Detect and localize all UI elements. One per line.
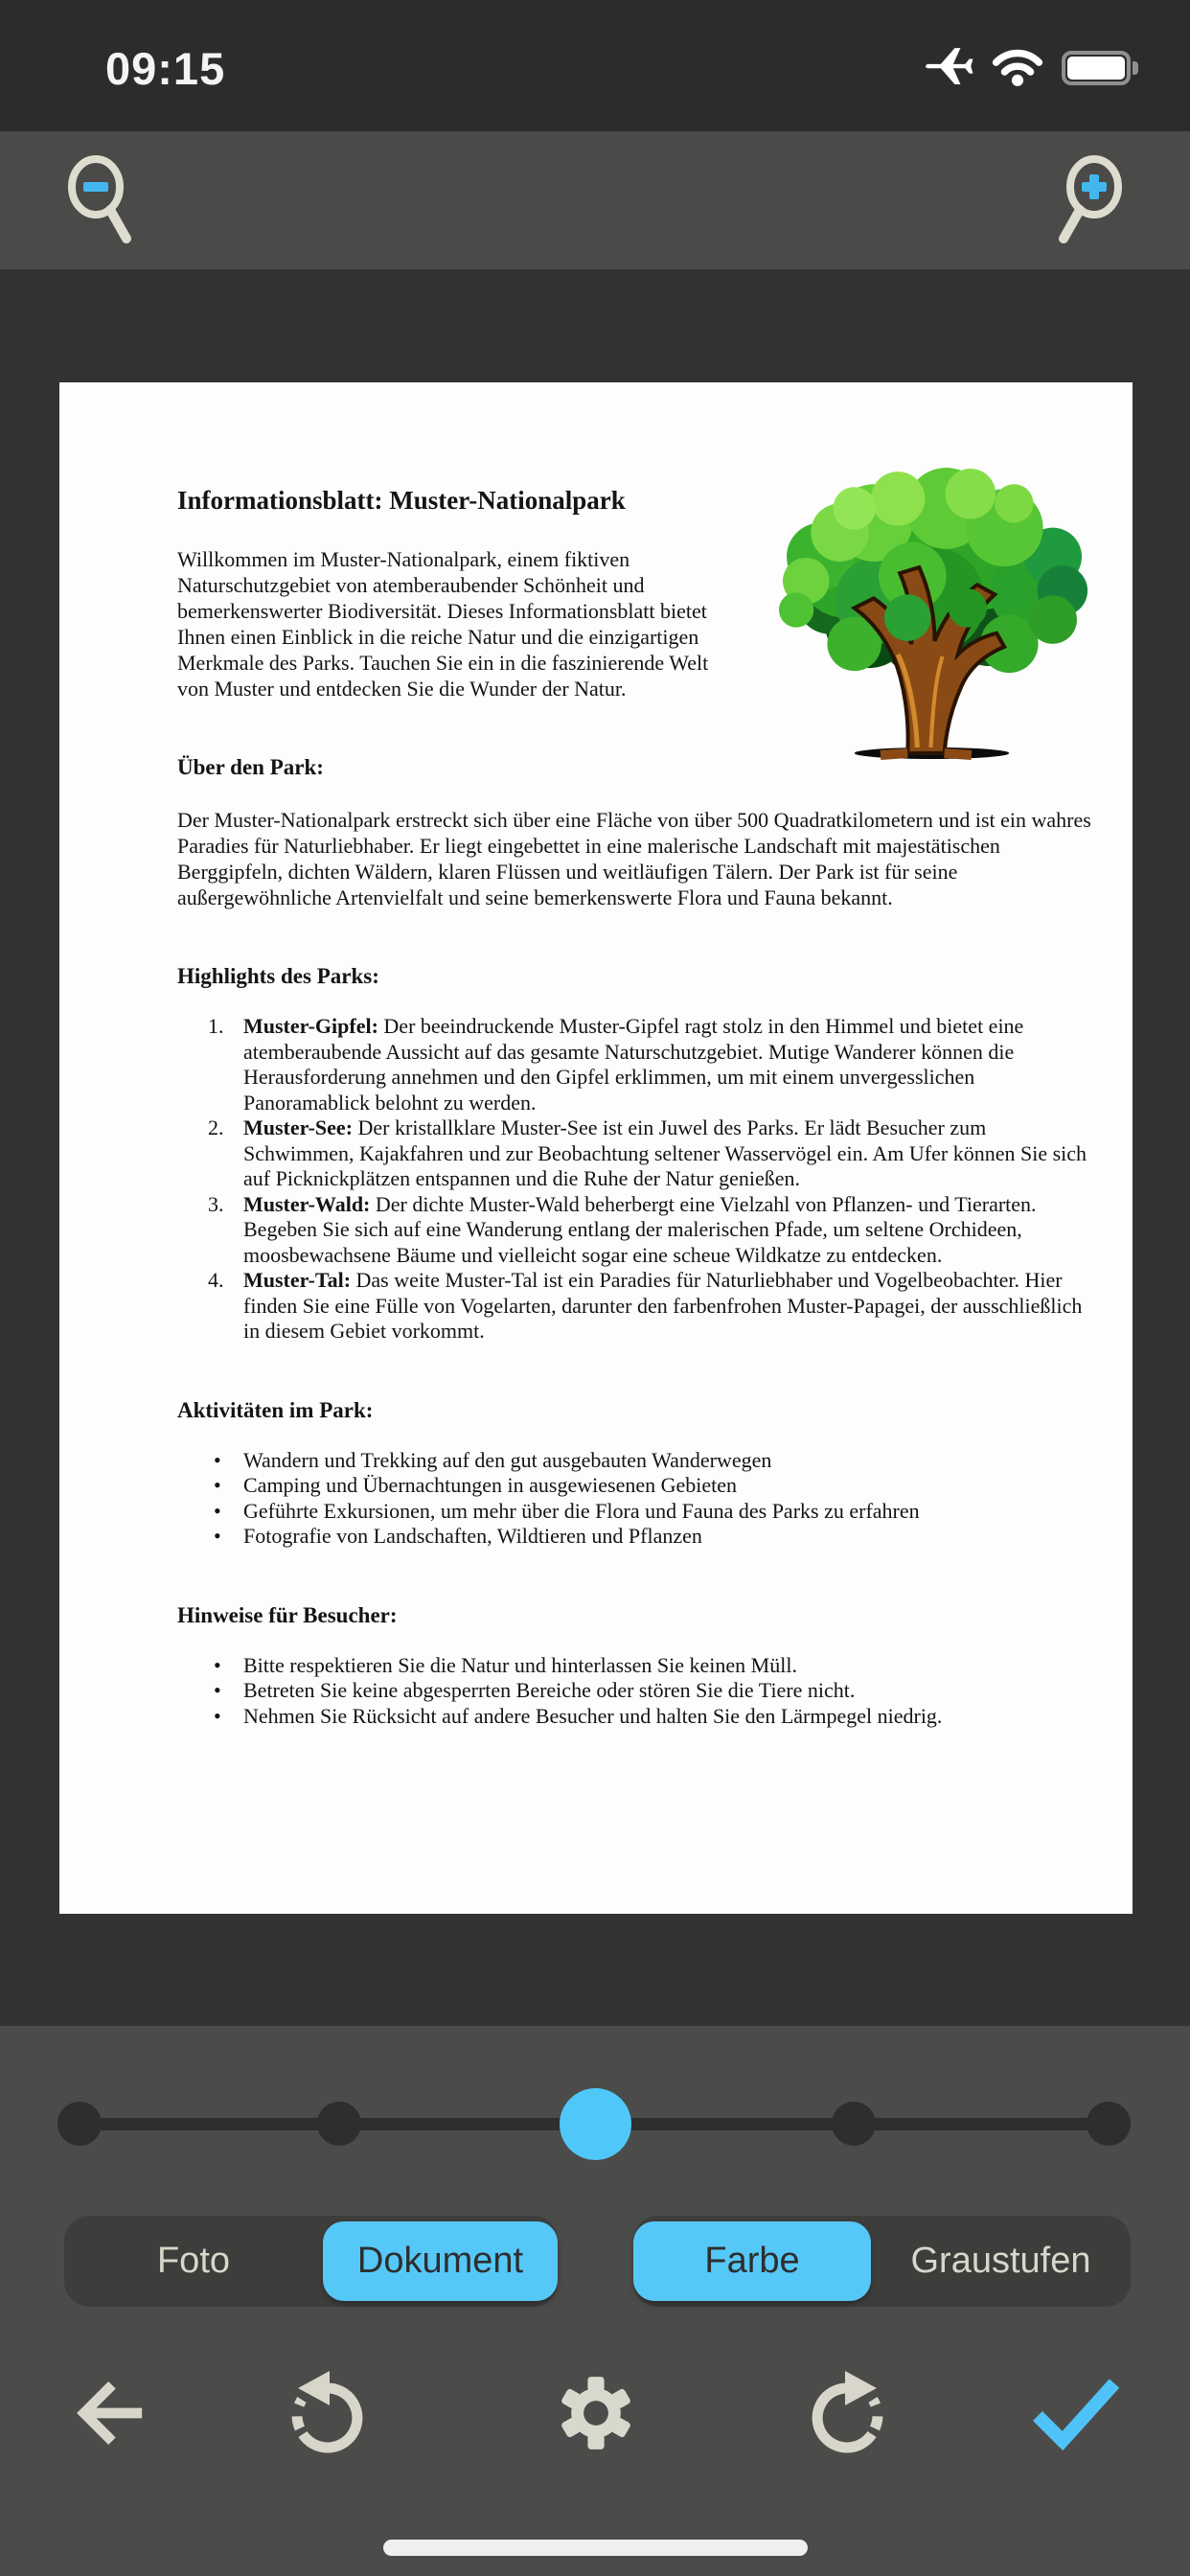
- bullet-marker: •: [214, 1473, 221, 1497]
- bullet-marker: •: [214, 1652, 221, 1677]
- section-heading-highlights: Highlights des Parks:: [177, 964, 379, 988]
- section-body-about: Der Muster-Nationalpark erstreckt sich über eine Fläche von über 500 Quadratkilometern und ist ein wahres Paradies für Naturliebhaber. Er liegt eingebettet in eine malerische Landschaft mit majestätischen Berggipfeln, dichten Wäldern, klaren Flüssen und weitläufigen Tälern. Der Park ist für seine außergewöhnliche Artenvielfalt und seine bemerkenswerte Flora und Fauna bekannt.: [177, 808, 1091, 909]
- rotate-left-button[interactable]: [264, 2352, 389, 2476]
- confirm-check-icon: [1030, 2372, 1122, 2457]
- bullet-marker: •: [214, 1498, 221, 1523]
- segment-option-farbe[interactable]: Farbe: [633, 2221, 871, 2301]
- slider-dot-3-selected[interactable]: [560, 2088, 631, 2160]
- list-item: • Betreten Sie keine abgesperrten Bereiche oder stören Sie die Tiere nicht.: [214, 1678, 856, 1702]
- back-arrow-icon: [73, 2376, 148, 2453]
- list-marker: 1.: [208, 1014, 224, 1038]
- status-icons: [924, 44, 1131, 91]
- list-item: • Geführte Exkursionen, um mehr über die Flora und Fauna des Parks zu erfahren: [214, 1498, 920, 1523]
- list-item: • Nehmen Sie Rücksicht auf andere Besucher und halten Sie den Lärmpegel niedrig.: [214, 1703, 943, 1728]
- segment-option-foto[interactable]: Foto: [156, 2241, 231, 2281]
- confirm-button[interactable]: [1014, 2352, 1138, 2476]
- zoom-in-button[interactable]: [1039, 152, 1134, 252]
- list-item: 2. Muster-See: Der kristallklare Muster-See ist ein Juwel des Parks. Er lädt Besucher zum Schwimmen, Kajakfahren und zur Beobachtung seltener Wasservögel ein. Am Ufer können Sie sich auf Picknickplätzen entspannen und die Ruhe der Natur genießen.: [208, 1116, 1087, 1190]
- segment-option-dokument[interactable]: Dokument: [323, 2221, 558, 2301]
- clock: 09:15: [105, 43, 226, 94]
- segment-row: [0, 2216, 1190, 2307]
- rotate-right-button[interactable]: [786, 2352, 910, 2476]
- section-heading-activities: Aktivitäten im Park:: [177, 1397, 374, 1422]
- status-bar: [0, 0, 1190, 131]
- zoom-toolbar: [0, 131, 1190, 269]
- slider-dot-5[interactable]: [1087, 2102, 1131, 2146]
- list-marker: 3.: [208, 1191, 224, 1216]
- zoom-in-magnifier-icon: [1039, 241, 1134, 255]
- section-heading-notes: Hinweise für Besucher:: [177, 1602, 398, 1627]
- wifi-icon: [991, 44, 1044, 91]
- slider-dot-1[interactable]: [57, 2102, 102, 2146]
- list-marker: 4.: [208, 1268, 224, 1292]
- settings-gear-icon: [555, 2372, 637, 2457]
- settings-button[interactable]: [534, 2352, 658, 2476]
- segment-option-graustufen[interactable]: Graustufen: [910, 2241, 1091, 2281]
- slider-dot-4[interactable]: [832, 2102, 876, 2146]
- color-segmented-control: [633, 2216, 1131, 2307]
- slider-dot-2[interactable]: [317, 2102, 361, 2146]
- tree-clipart-image: [762, 465, 1102, 760]
- bottom-panel: [0, 2026, 1190, 2576]
- home-indicator[interactable]: [383, 2540, 808, 2556]
- list-item: 3. Muster-Wald: Der dichte Muster-Wald beherbergt eine Vielzahl von Pflanzen- und Tierarten. Begeben Sie sich auf eine Wanderung entlang der malerischen Pfade, um seltene Orchideen, moosbewachsene Bäume und vielleicht sogar eine scheue Wildkatze zu entdecken.: [208, 1191, 1037, 1267]
- bullet-marker: •: [214, 1524, 221, 1548]
- bullet-marker: •: [214, 1447, 221, 1472]
- list-item: • Bitte respektieren Sie die Natur und hinterlassen Sie keinen Müll.: [214, 1652, 797, 1677]
- list-item: • Camping und Übernachtungen in ausgewiesenen Gebieten: [214, 1473, 738, 1497]
- mode-segmented-control: [64, 2216, 558, 2307]
- document-title: Informationsblatt: Muster-Nationalpark: [177, 486, 626, 515]
- list-item: • Fotografie von Landschaften, Wildtieren und Pflanzen: [214, 1524, 702, 1548]
- activities-list: [177, 1448, 1094, 1550]
- filter-step-slider[interactable]: [0, 2026, 1190, 2189]
- section-heading-about: Über den Park:: [177, 755, 324, 779]
- bottom-toolbar: [0, 2352, 1190, 2476]
- bullet-marker: •: [214, 1703, 221, 1728]
- scanned-page: [59, 382, 1133, 1914]
- document-viewer[interactable]: [0, 269, 1190, 2026]
- back-button[interactable]: [48, 2352, 172, 2476]
- rotate-counterclockwise-icon: [279, 2365, 375, 2464]
- zoom-out-magnifier-icon: [56, 241, 151, 255]
- zoom-out-button[interactable]: [56, 152, 151, 252]
- list-marker: 2.: [208, 1116, 224, 1139]
- airplane-mode-icon: [924, 44, 973, 91]
- list-item: 4. Muster-Tal: Das weite Muster-Tal ist ein Paradies für Naturliebhaber und Vogelbeobachter. Hier finden Sie eine Fülle von Vogelarten, darunter den farbenfrohen Muster-Papagei, der ausschließlich in diesem Gebiet vorkommt.: [208, 1268, 1083, 1343]
- list-item: • Wandern und Trekking auf den gut ausgebauten Wanderwegen: [214, 1447, 772, 1472]
- rotate-clockwise-icon: [800, 2365, 896, 2464]
- list-item: 1. Muster-Gipfel: Der beeindruckende Muster-Gipfel ragt stolz in den Himmel und bietet eine atemberaubende Aussicht auf das gesamte Naturschutzgebiet. Mutige Wanderer können die Herausforderung annehmen und den Gipfel erklimmen, um mit einem unvergesslichen Panoramablick belohnt zu werden.: [208, 1014, 1024, 1115]
- highlights-list: [177, 1014, 1094, 1345]
- notes-list: [177, 1653, 1094, 1730]
- bullet-marker: •: [214, 1678, 221, 1702]
- document-intro: Willkommen im Muster-Nationalpark, einem fiktiven Naturschutzgebiet von atemberaubender Schönheit und bemerkenswerter Biodiversität. Dieses Informationsblatt bietet Ihnen einen Einblick in die reiche Natur und die einzigartigen Merkmale des Parks. Tauchen Sie ein in die faszinierende Welt von Muster und entdecken Sie die Wunder der Natur.: [177, 547, 709, 701]
- battery-icon: [1062, 51, 1131, 85]
